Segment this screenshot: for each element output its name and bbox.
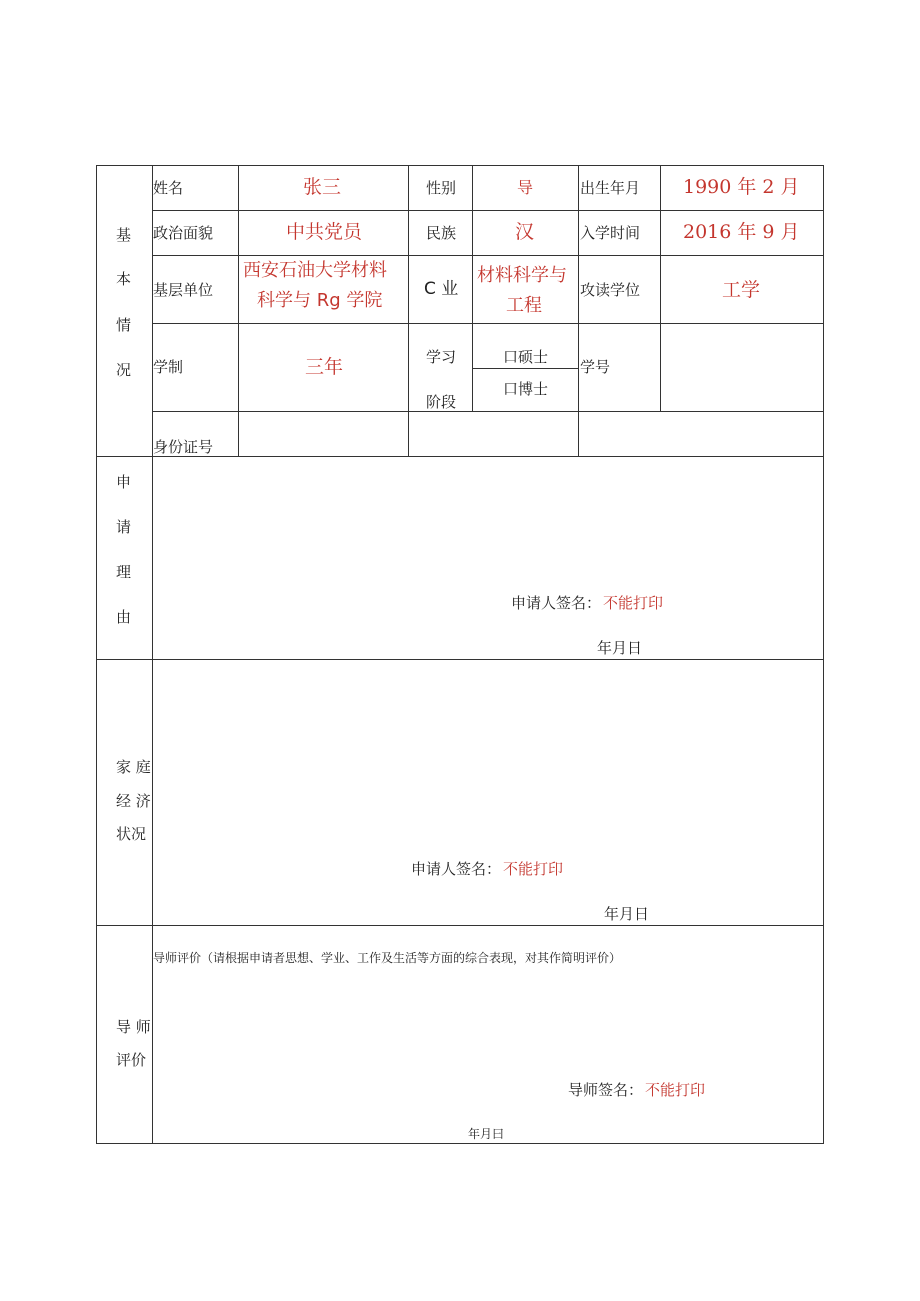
stage-label-line2: 阶段: [426, 393, 457, 411]
unit-value-line1: 西安石油大学材料: [243, 260, 387, 281]
advisor-prompt: 导师评价（请根据申请者思想、学业、工作及生活等方面的综合表现，对其作简明评价）: [153, 951, 622, 965]
major-value-line2: 工程: [506, 295, 542, 316]
political-value: 中共党员: [286, 221, 363, 243]
family-label-line-3: 状况: [116, 825, 147, 843]
reason-label-char-4: 由: [116, 608, 132, 626]
family-date: 年月日: [604, 905, 650, 923]
name-value: 张三: [303, 176, 342, 198]
id-card-label: 身份证号: [153, 438, 214, 456]
reason-signature-value: 不能打印: [603, 594, 664, 612]
reason-signature-label: 申请人签名：: [511, 594, 602, 612]
degree-value: 工学: [722, 279, 761, 301]
student-id-label: 学号: [580, 358, 611, 376]
enroll-value: 2016 年 9 月: [683, 221, 800, 243]
basic-label-char-1: 基: [116, 226, 132, 244]
unit-value-line2: 科学与 Rg 学院: [257, 290, 383, 311]
stage-option-phd[interactable]: 口博士: [503, 380, 549, 398]
advisor-signature-label: 导师签名：: [568, 1081, 644, 1099]
political-label: 政治面貌: [153, 224, 214, 242]
basic-label-char-3: 情: [116, 316, 132, 334]
gender-value: 导: [517, 178, 534, 197]
system-value: 三年: [305, 356, 344, 378]
reason-label-char-3: 理: [116, 563, 132, 581]
basic-label-char-4: 况: [116, 361, 132, 379]
major-value-line1: 材料科学与: [477, 265, 567, 286]
family-signature-value: 不能打印: [503, 860, 564, 878]
reason-label-char-2: 请: [116, 518, 132, 536]
advisor-signature-value: 不能打印: [645, 1081, 706, 1099]
stage-option-master[interactable]: 口硕士: [503, 348, 549, 366]
advisor-label-line-2: 评价: [116, 1051, 147, 1069]
gender-label: 性别: [426, 179, 457, 197]
birth-value: 1990 年 2 月: [683, 176, 800, 198]
basic-label-char-2: 本: [116, 270, 132, 288]
ethnicity-label: 民族: [426, 224, 457, 242]
unit-label: 基层单位: [153, 281, 214, 299]
system-label: 学制: [153, 358, 184, 376]
advisor-date: 年月曰: [468, 1127, 505, 1141]
reason-date: 年月日: [597, 639, 643, 657]
ethnicity-value: 汉: [515, 221, 535, 243]
degree-label: 攻读学位: [580, 281, 641, 299]
reason-label-char-1: 申: [116, 473, 132, 491]
stage-label-line1: 学习: [426, 348, 457, 366]
family-signature-label: 申请人签名：: [411, 860, 502, 878]
family-label-line-2: 经 济: [116, 792, 151, 810]
major-label: C 业: [424, 279, 459, 299]
enroll-label: 入学时间: [580, 224, 641, 242]
name-label: 姓名: [153, 179, 184, 197]
advisor-label-line-1: 导 师: [116, 1018, 151, 1036]
birth-label: 出生年月: [580, 179, 641, 197]
family-label-line-1: 家 庭: [116, 758, 151, 776]
